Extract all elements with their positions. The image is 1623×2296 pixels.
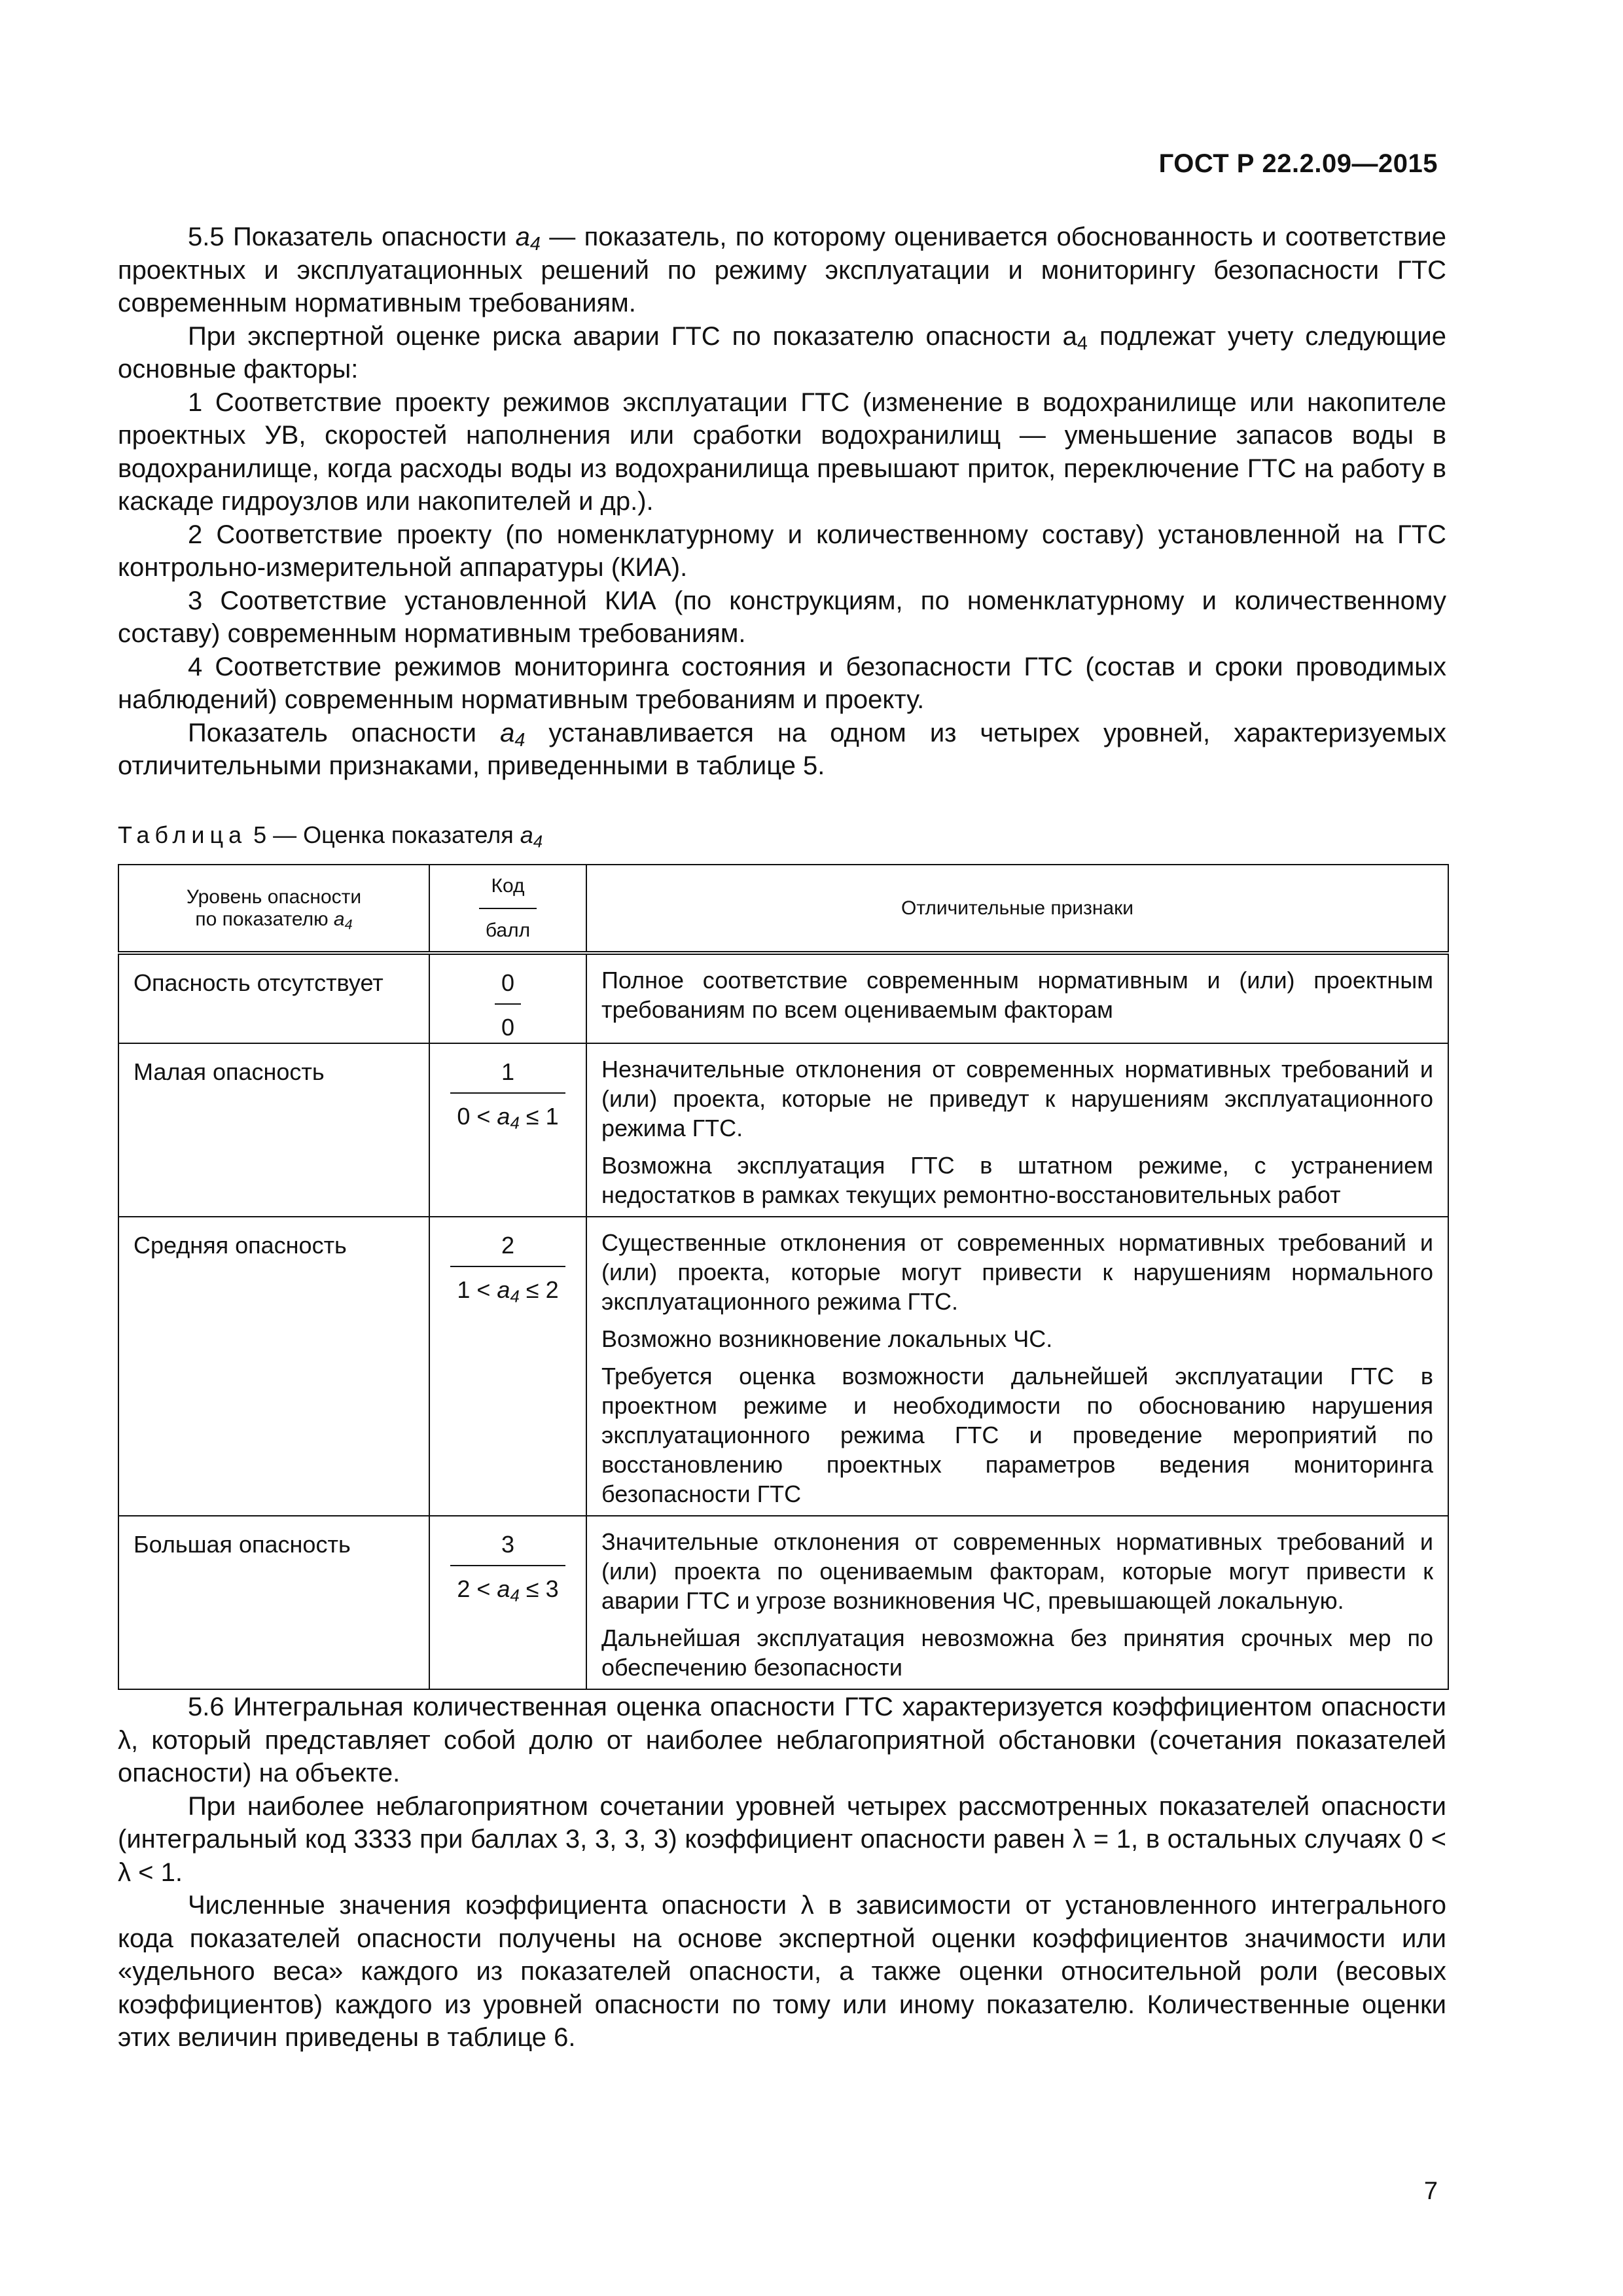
paragraph: 5.6 Интегральная количественная оценка опасности ГТС характеризуется коэффициентом опасности λ, который представляет собой долю от наиболее неблагоприятной обстановки (сочетания показателей опасности) на объекте. bbox=[118, 1693, 1446, 1787]
page-number: 7 bbox=[1423, 2178, 1438, 2205]
code-cell: $\frac{3}{2 < a_4 \le 3}$ bbox=[429, 1516, 586, 1689]
features-cell: Незначительные отклонения от современных нормативных требований и (или) проекта, которые не приведут к нарушениям эксплуатационного режима ГТС. Возможна эксплуатация ГТС в штатном режиме, с устранением недостатков в рамках текущих ремонтно-восстановительных работ bbox=[586, 1043, 1448, 1217]
code-cell: $\frac{2}{1 < a_4 \le 2}$ bbox=[429, 1217, 586, 1516]
section-5-5 bbox=[118, 221, 1446, 783]
paragraph: Численные значения коэффициента опасности λ в зависимости от установленного интегрального кода показателей опасности получены на основе экспертной оценки коэффициентов значимости или «удельного веса» каждого из показателей опасности, а также оценки относительной роли (весовых коэффициентов) каждого из уровней опасности по тому или иному показателю. Количественные оценки этих величин приведены в таблице 6. bbox=[118, 1891, 1446, 2052]
symbol-a4: $a_4$ bbox=[515, 223, 541, 255]
document-header: ГОСТ Р 22.2.09—2015 bbox=[1158, 149, 1438, 178]
header-code: $\frac{\text{Код}}{\text{балл}}$ bbox=[429, 865, 586, 953]
paragraph: Показатель опасности $a_4$ устанавливается на одном из четырех уровней, характеризуемых отличительными признаками, приведенными в таблице 5. bbox=[118, 718, 1447, 780]
code-cell: $\frac{0}{0}$ bbox=[429, 953, 586, 1043]
paragraph: При экспертной оценке риска аварии ГТС по показателю опасности $a_4$ подлежат учету следующие основные факторы: bbox=[118, 321, 1446, 384]
table-row bbox=[118, 1516, 1448, 1689]
level-cell: Малая опасность bbox=[118, 1043, 429, 1217]
section-5-6 bbox=[118, 1691, 1446, 2054]
level-cell: Средняя опасность bbox=[118, 1217, 429, 1516]
list-item: 4 Соответствие режимов мониторинга состояния и безопасности ГТС (состав и сроки проводимых наблюдений) современным нормативным требованиям и проекту. bbox=[118, 652, 1446, 714]
symbol-a4: $a_4$ bbox=[500, 718, 526, 751]
table-row bbox=[118, 1217, 1448, 1516]
paragraph: При наиболее неблагоприятном сочетании уровней четырех рассмотренных показателей опасности (интегральный код 3333 при баллах 3, 3, 3, 3) коэффициент опасности равен λ = 1, в остальных случаях 0 < λ < 1. bbox=[118, 1791, 1446, 1887]
table-header-row bbox=[118, 865, 1448, 953]
features-cell: Существенные отклонения от современных нормативных требований и (или) проекта, которые могут привести к нарушениям нормального эксплуатационного режима ГТС. Возможно возникновение локальных ЧС. Требуется оценка возможности дальнейшей эксплуатации ГТС в проектном режиме и необходимости по обоснованию нарушения эксплуатационного режима ГТС и проведение мероприятий по восстановлению проектных параметров ведения мониторинга безопасности ГТС bbox=[586, 1217, 1448, 1516]
list-item: 2 Соответствие проекту (по номенклатурному и количественному составу) установленной на ГТС контрольно-измерительной аппаратуры (КИА). bbox=[118, 520, 1446, 582]
table-row bbox=[118, 953, 1448, 1043]
header-level: Уровень опасности по показателю $a_4$ bbox=[118, 865, 429, 953]
paragraph: 5.5 Показатель опасности $a_4$ — показатель, по которому оценивается обоснованность и соответствие проектных и эксплуатационных решений по режиму эксплуатации и мониторингу безопасности ГТС современным нормативным требованиям. bbox=[118, 223, 1446, 317]
features-cell: Значительные отклонения от современных нормативных требований и (или) проекта по оцениваемым факторам, которые могут привести к аварии ГТС и угрозе возникновения ЧС, превышающей локальную. Дальнейшая эксплуатация невозможна без принятия срочных мер по обеспечению безопасности bbox=[586, 1516, 1448, 1689]
symbol-a4: $a_4$ bbox=[1062, 321, 1088, 354]
table-caption: Таблица 5 — Оценка показателя $a_4$ bbox=[118, 821, 543, 852]
level-cell: Опасность отсутствует bbox=[118, 953, 429, 1043]
table-row bbox=[118, 1043, 1448, 1217]
code-cell: $\frac{1}{0 < a_4 \le 1}$ bbox=[429, 1043, 586, 1217]
features-cell: Полное соответствие современным нормативным и (или) проектным требованиям по всем оцениваемым факторам bbox=[586, 953, 1448, 1043]
symbol-a4: $a_4$ bbox=[520, 821, 543, 852]
list-item: 3 Соответствие установленной КИА (по конструкциям, по номенклатурному и количественному составу) современным нормативным требованиям. bbox=[118, 586, 1446, 648]
level-cell: Большая опасность bbox=[118, 1516, 429, 1689]
table-5 bbox=[118, 864, 1449, 1690]
header-features: Отличительные признаки bbox=[586, 865, 1448, 953]
symbol-a4: $a_4$ bbox=[333, 908, 353, 932]
list-item: 1 Соответствие проекту режимов эксплуатации ГТС (изменение в водохранилище или накопителе проектных УВ, скоростей наполнения или сработки водохранилищ — уменьшение запасов воды в водохранилище, когда расходы воды из водохранилища превышают приток, переключение ГТС на работу в каскаде гидроузлов или накопителей и др.). bbox=[118, 387, 1446, 516]
